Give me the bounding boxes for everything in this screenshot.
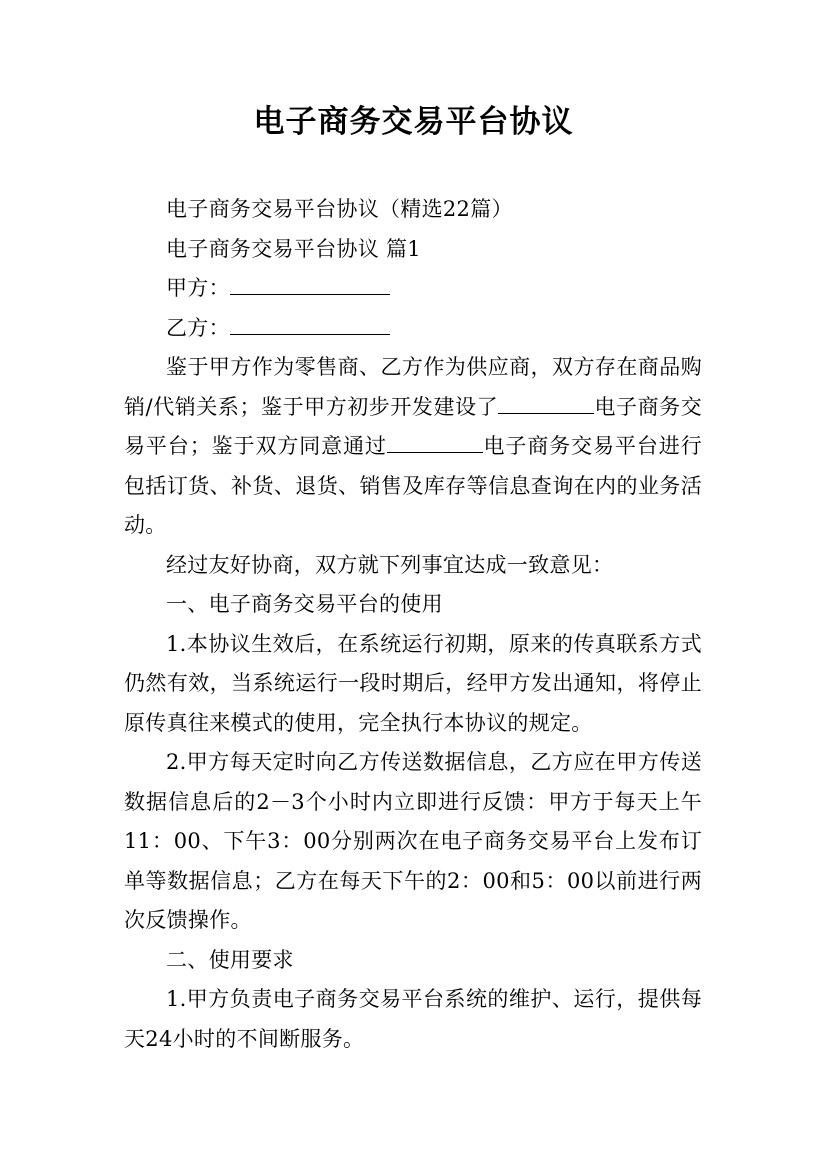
party-b-label: 乙方：: [166, 315, 230, 340]
party-a-blank: [230, 272, 390, 295]
intro-text-3: 电子商务交易平台进行包括订货、补货、退货、销售及库存等信息查询在内的业务活动。: [124, 434, 702, 537]
section1-item1: 1.本协议生效后，在系统运行初期，原来的传真联系方式仍然有效，当系统运行一段时期后，经甲方发出通知，将停止原传真往来模式的使用，完全执行本协议的规定。: [124, 631, 702, 735]
agreement-line: 经过友好协商，双方就下列事宜达成一致意见：: [166, 552, 614, 577]
section-heading: 电子商务交易平台协议 篇1: [166, 236, 421, 261]
section1-item2: 2.甲方每天定时向乙方传送数据信息，乙方应在甲方传送数据信息后的2－3个小时内立即进行反馈：甲方于每天上午11：00、下午3：00分别两次在电子商务交易平台上发布订单等数据信息；乙方在每天下午的2：00和5：00以前进行两次反馈操作。: [124, 750, 702, 932]
section2-heading: 二、使用要求: [166, 947, 294, 972]
party-b-blank: [230, 312, 390, 335]
intro-paragraph: [124, 348, 702, 546]
party-a-line: [124, 269, 702, 309]
document-body: [124, 190, 702, 1059]
platform-name-blank-2: [387, 430, 483, 453]
document-title: 电子商务交易平台协议: [253, 104, 574, 140]
section1-heading: 一、电子商务交易平台的使用: [166, 592, 443, 616]
platform-name-blank-1: [498, 391, 594, 414]
party-a-label: 甲方：: [166, 276, 230, 300]
intro-text-1: 鉴于甲方作为零售商、乙方作为供应商，双方存在商品购销/代销关系；鉴于甲方初步开发建设了: [124, 355, 702, 419]
document-subtitle: 电子商务交易平台协议（精选22篇）: [166, 197, 513, 221]
party-b-line: [124, 309, 702, 349]
intro-text-2: 电子商务交易平台；鉴于双方同意通过: [124, 394, 702, 458]
section2-item1: 1.甲方负责电子商务交易平台系统的维护、运行，提供每天24小时的不间断服务。: [124, 987, 702, 1051]
